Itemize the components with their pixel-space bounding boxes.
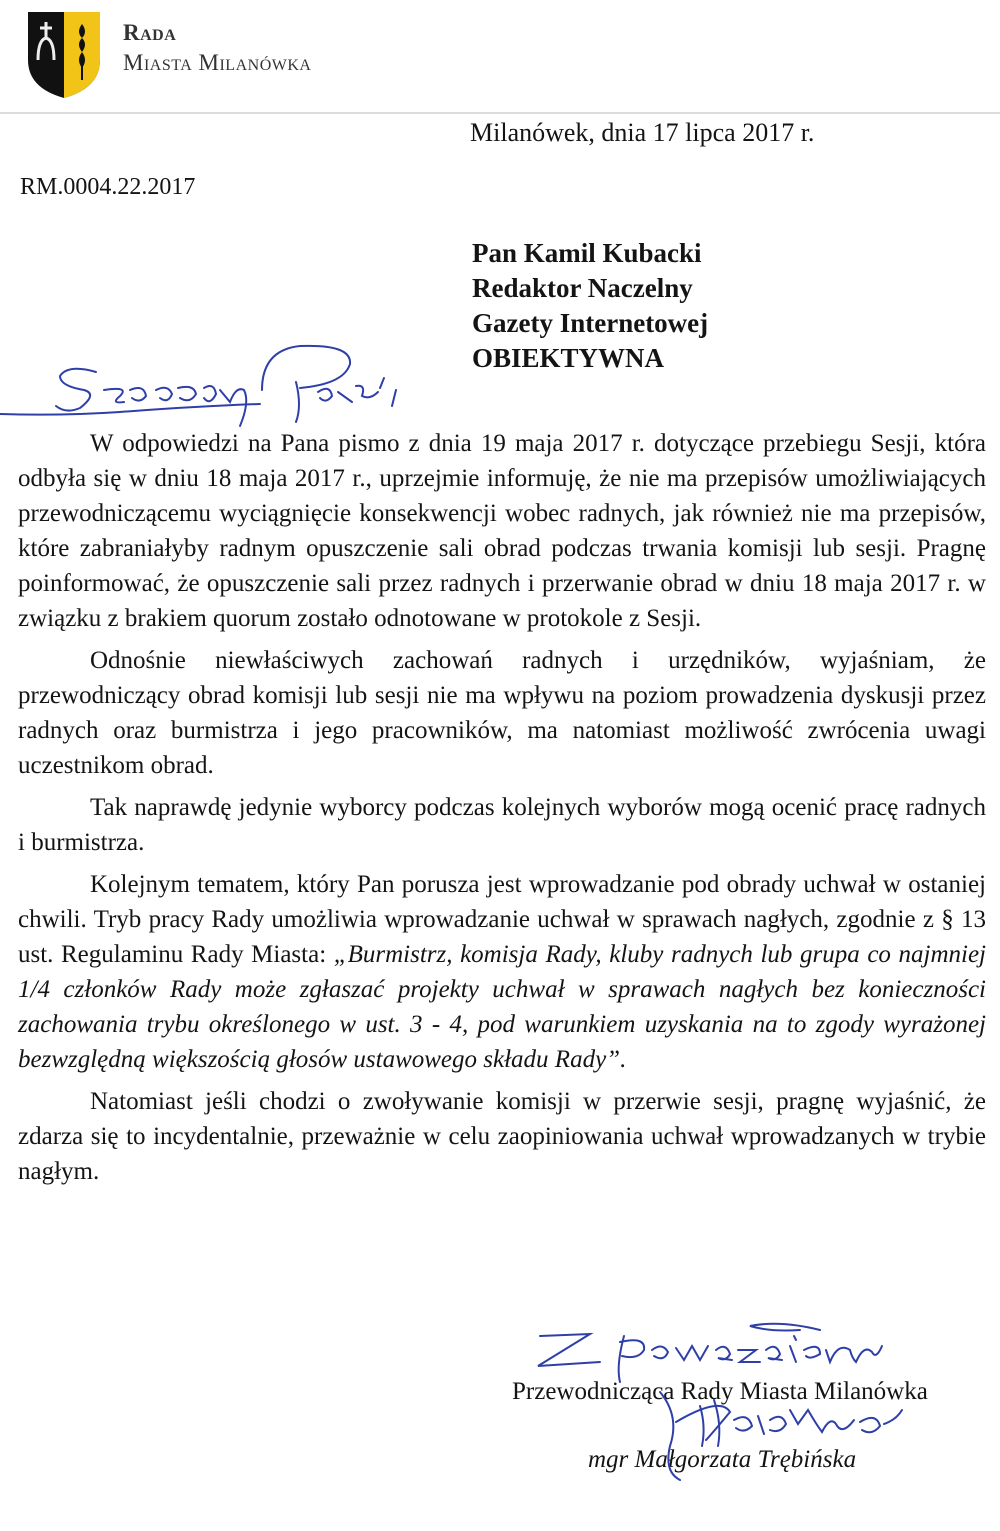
place-date: Milanówek, dnia 17 lipca 2017 r. [470,118,815,147]
handwritten-closing [520,1306,940,1386]
reference-number: RM.0004.22.2017 [20,174,196,200]
regulation-quote: „Burmistrz, komisja Rady, kluby radnych lub grupa co najmniej 1/4 członków Rady może zgłaszać projekty uchwał w sprawach nagłych bez konieczności zachowania trybu określonego w ust. 3 - 4, pod warunkiem uzyskania na to zgody wyrażonej bezwzględną większością głosów ustawowego składu Rady”. [18,941,986,1073]
letter-body [18,426,986,1189]
signer-title: Przewodnicząca Rady Miasta Milanówka [512,1378,928,1405]
body-paragraph [18,867,986,1077]
header-divider [0,112,1000,114]
paragraph-intro: Kolejnym tematem, który Pan porusza jest wprowadzanie pod obrady uchwał w ostaniej chwili. Tryb pracy Rady umożliwia wprowadzanie uchwał w sprawach nagłych, zgodnie z § 13 ust. Regulaminu Rady Miasta: [18,871,986,968]
org-line-1: Rada [123,20,177,45]
recipient-line: Pan Kamil Kubacki [472,238,702,268]
recipient-line: Gazety Internetowej [472,308,709,338]
org-line-2: Miasta Milanówka [123,50,312,75]
signer-name: mgr Małgorzata Trębińska [588,1446,857,1473]
coat-of-arms-icon [24,8,104,100]
body-paragraph: Tak naprawdę jedynie wyborcy podczas kolejnych wyborów mogą ocenić pracę radnych i burmistrza. [18,794,986,856]
body-paragraph: W odpowiedzi na Pana pismo z dnia 19 maja 2017 r. dotyczące przebiegu Sesji, która odbyła się w dniu 18 maja 2017 r., uprzejmie informuję, że nie ma przepisów umożliwiających przewodniczącemu wyciągnięcie konsekwencji wobec radnych, jak również nie ma przepisów, które zabraniałyby radnym opuszczenie sali obrad podczas trwania komisji lub sesji. Pragnę poinformować, że opuszczenie sali przez radnych i przerwanie obrad w dniu 18 maja 2017 r. w związku z brakiem quorum zostało odnotowane w protokole z Sesji. [18,430,986,632]
body-paragraph: Natomiast jeśli chodzi o zwoływanie komisji w przerwie sesji, pragnę wyjaśnić, że zdarza się to incydentalnie, przeważnie w celu zaopiniowania uchwał wprowadzanych w trybie nagłym. [18,1088,986,1185]
body-paragraph: Odnośnie niewłaściwych zachowań radnych i urzędników, wyjaśniam, że przewodniczący obrad komisji lub sesji nie ma wpływu na poziom prowadzenia dyskusji przez radnych oraz burmistrza i jego pracowników, ma natomiast możliwość zwrócenia uwagi uczestnikom obrad. [18,647,986,779]
handwritten-greeting [0,330,430,440]
signature-autograph [640,1376,920,1486]
recipient-line: Redaktor Naczelny [472,273,693,303]
recipient-block [472,236,708,376]
organization-name [123,18,311,78]
recipient-line: OBIEKTYWNA [472,343,665,373]
